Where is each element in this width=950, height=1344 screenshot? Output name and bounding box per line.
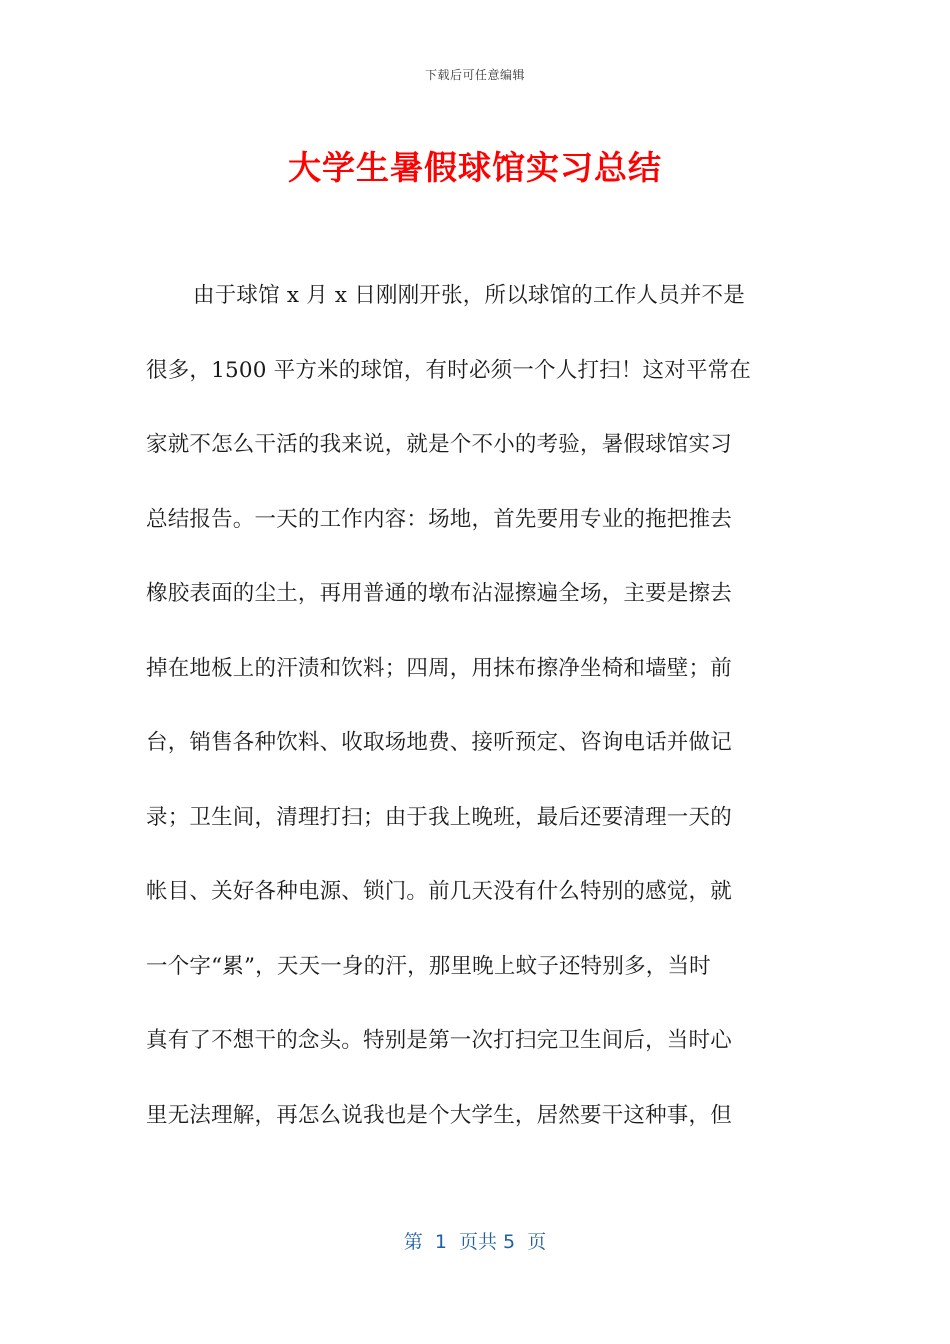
body-line: 里无法理解，再怎么说我也是个大学生，居然要干这种事，但	[146, 1102, 732, 1128]
body-line: 真有了不想干的念头。特别是第一次打扫完卫生间后，当时心	[146, 1028, 732, 1053]
body-line: 橡胶表面的尘土，再用普通的墩布沾湿擦遍全场，主要是擦去	[146, 581, 732, 606]
body-line: 录；卫生间，清理打扫；由于我上晚班，最后还要清理一天的	[146, 804, 732, 830]
body-line: 总结报告。一天的工作内容：场地，首先要用专业的拖把推去	[146, 506, 732, 532]
document-body	[146, 278, 806, 1172]
body-line: 一个字“累”，天天一身的汗，那里晚上蚊子还特别多，当时	[146, 953, 711, 979]
header-note: 下载后可任意编辑	[424, 68, 525, 82]
body-line: 由于球馆 x 月 x 日刚刚开张，所以球馆的工作人员并不是	[193, 283, 745, 308]
page-number-footer: 第 1 页共 5 页	[403, 1231, 547, 1253]
body-line: 家就不怎么干活的我来说，就是个不小的考验，暑假球馆实习	[146, 432, 732, 457]
body-line: 帐目、关好各种电源、锁门。前几天没有什么特别的感觉，就	[146, 879, 732, 904]
body-line: 很多，1500 平方米的球馆，有时必须一个人打扫！这对平常在	[146, 357, 752, 383]
document-title: 大学生暑假球馆实习总结	[288, 148, 662, 187]
body-line: 台，销售各种饮料、收取场地费、接听预定、咨询电话并做记	[146, 730, 732, 755]
body-line: 掉在地板上的汗渍和饮料；四周，用抹布擦净坐椅和墙壁；前	[146, 655, 732, 681]
